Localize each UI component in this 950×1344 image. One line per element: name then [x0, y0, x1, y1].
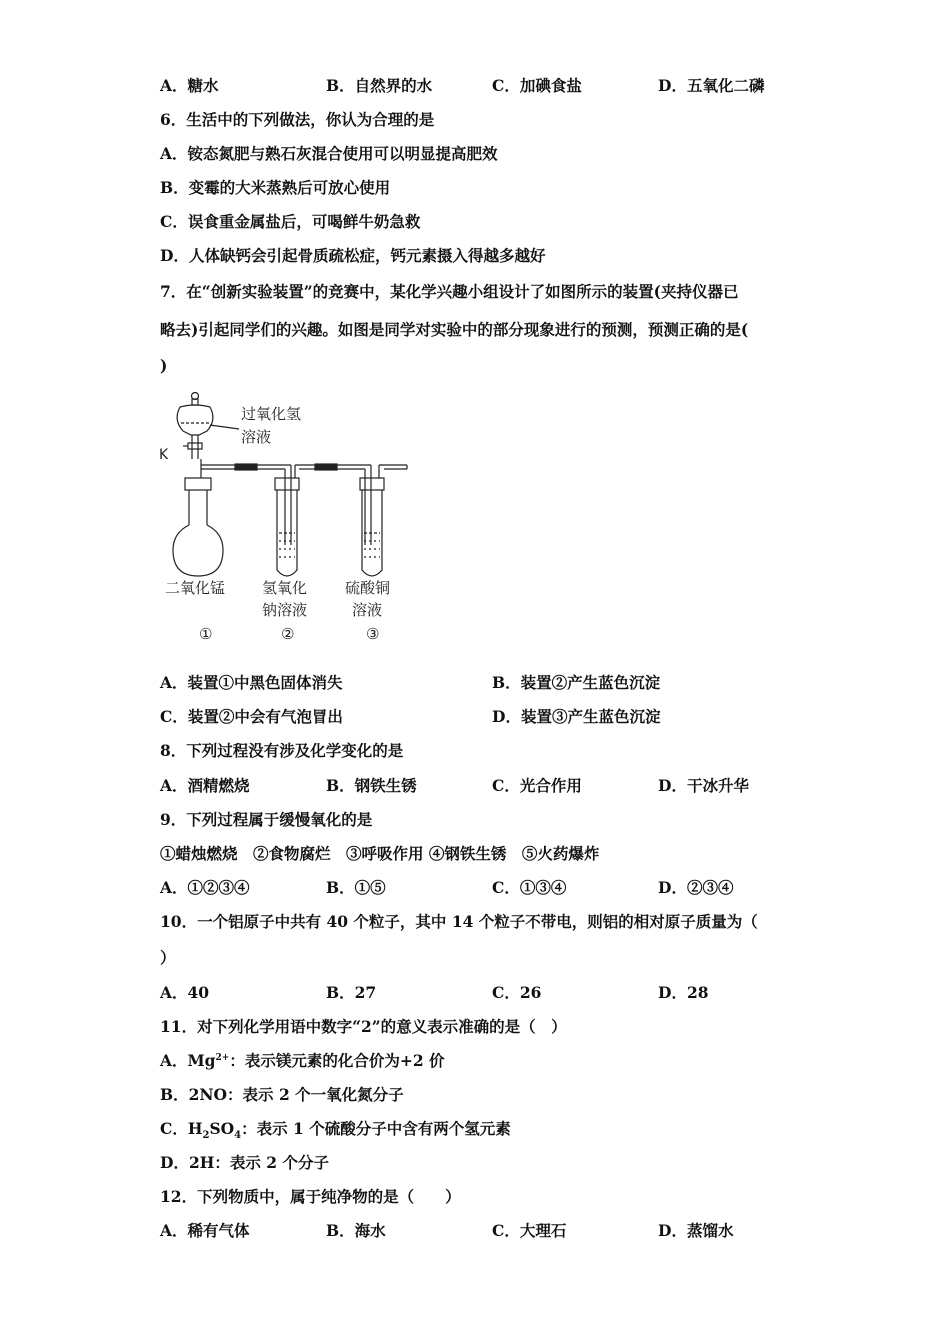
- q10-option-d: D．28: [658, 983, 709, 1002]
- q5-option-d: D．五氧化二磷: [658, 76, 765, 95]
- label-h2o2-line1: 过氧化氢: [241, 405, 302, 423]
- q12-option-c: C．大理石: [492, 1221, 567, 1240]
- label-num3: ③: [366, 625, 380, 643]
- label-k: K: [159, 447, 169, 463]
- q8-option-c: C．光合作用: [492, 776, 582, 795]
- q11-option-c: C．$H_2SO_4$：表示 1 个硫酸分子中含有两个氢元素: [160, 1119, 511, 1142]
- q6-option-a: A．铵态氮肥与熟石灰混合使用可以明显提高肥效: [160, 144, 498, 163]
- q9-option-a: A．①②③④: [160, 878, 250, 897]
- label-h2o2-line2: 溶液: [241, 428, 272, 446]
- q8-option-a: A．酒精燃烧: [160, 776, 250, 795]
- q12-stem: 12．下列物质中，属于纯净物的是（ ）: [160, 1187, 461, 1206]
- q7-option-d: D．装置③产生蓝色沉淀: [492, 707, 661, 726]
- q5-option-c: C．加碘食盐: [492, 76, 582, 95]
- label-cuso4-line1: 硫酸铜: [345, 579, 391, 597]
- q7-option-c: C．装置②中会有气泡冒出: [160, 707, 343, 726]
- q8-stem: 8．下列过程没有涉及化学变化的是: [160, 741, 404, 760]
- rubber-connector-2: [315, 464, 337, 470]
- label-naoh-line2: 钠溶液: [262, 601, 308, 619]
- q7-stem-line3: ): [160, 356, 168, 375]
- q6-stem: 6．生活中的下列做法，你认为合理的是: [160, 110, 435, 129]
- q9-option-d: D．②③④: [658, 878, 734, 897]
- q10-stem-line1: 10．一个铝原子中共有 40 个粒子，其中 14 个粒子不带电，则铝的相对原子质量为（: [160, 912, 758, 931]
- tube3-stopper: [360, 478, 384, 490]
- rubber-connector-1: [235, 464, 257, 470]
- q6-option-c: C．误食重金属盐后，可喝鲜牛奶急救: [160, 212, 421, 231]
- label-naoh-line1: 氢氧化: [262, 579, 308, 597]
- q9-option-b: B．①⑤: [326, 878, 386, 897]
- q11-stem: 11．对下列化学用语中数字“2”的意义表示准确的是（ ）: [160, 1017, 567, 1036]
- label-cuso4-line2: 溶液: [352, 601, 383, 619]
- q12-option-b: B．海水: [326, 1221, 386, 1240]
- q9-items: ①蜡烛燃烧 ②食物腐烂 ③呼吸作用 ④钢铁生锈 ⑤火药爆炸: [160, 844, 600, 863]
- label-num2: ②: [281, 625, 295, 643]
- label-num1: ①: [199, 625, 213, 643]
- stopcock-k: [188, 443, 202, 449]
- q12-option-d: D．蒸馏水: [658, 1221, 734, 1240]
- q7-stem-line1: 7．在“创新实验装置”的竞赛中，某化学兴趣小组设计了如图所示的装置(夹持仪器已: [160, 282, 739, 301]
- q11-option-d: D．2H：表示 2 个分子: [160, 1153, 329, 1172]
- q7-option-a: A．装置①中黑色固体消失: [160, 673, 343, 692]
- flask-stopper: [185, 478, 211, 490]
- q9-stem: 9．下列过程属于缓慢氧化的是: [160, 810, 373, 829]
- q9-option-c: C．①③④: [492, 878, 567, 897]
- q6-option-b: B．变霉的大米蒸熟后可放心使用: [160, 178, 391, 197]
- q5-option-a: A．糖水: [160, 76, 219, 95]
- q10-option-a: A．40: [160, 983, 210, 1002]
- q11-option-a: A．$Mg^{2+}$：表示镁元素的化合价为+2 价: [160, 1051, 445, 1070]
- tube2-stopper: [275, 478, 299, 490]
- q10-stem-line2: ）: [160, 948, 176, 967]
- q5-option-b: B．自然界的水: [326, 76, 433, 95]
- round-bottom-flask: [173, 525, 223, 576]
- q7-stem-line2: 略去)引起同学们的兴趣。如图是同学对实验中的部分现象进行的预测，预测正确的是(: [160, 320, 749, 339]
- q7-option-b: B．装置②产生蓝色沉淀: [492, 673, 661, 692]
- q11-option-b: B．2NO：表示 2 个一氧化氮分子: [160, 1085, 404, 1104]
- label-mno2: 二氧化锰: [165, 579, 226, 597]
- q8-option-d: D．干冰升华: [658, 776, 749, 795]
- q10-option-c: C．26: [492, 983, 542, 1002]
- funnel-bulb: [177, 405, 213, 435]
- apparatus-diagram: [155, 385, 425, 650]
- q12-option-a: A．稀有气体: [160, 1221, 250, 1240]
- q10-option-b: B．27: [326, 983, 377, 1002]
- q6-option-d: D．人体缺钙会引起骨质疏松症，钙元素摄入得越多越好: [160, 246, 546, 265]
- q8-option-b: B．钢铁生锈: [326, 776, 417, 795]
